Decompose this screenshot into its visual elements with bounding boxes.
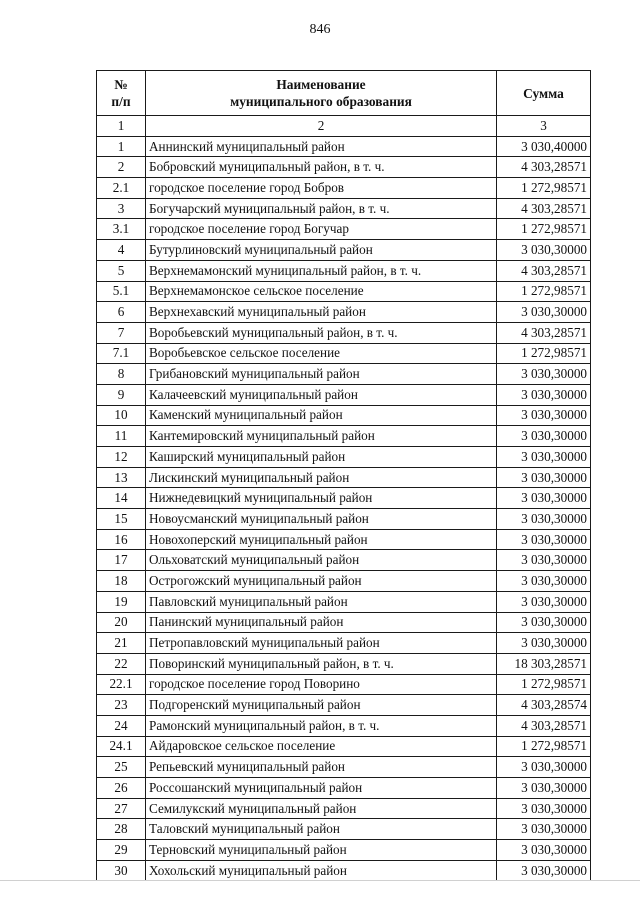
- row-amount: 1 272,98571: [497, 674, 591, 695]
- table-row: [97, 343, 591, 364]
- row-municipality-name: Поворинский муниципальный район, в т. ч.: [146, 653, 497, 674]
- row-number: 24: [97, 715, 146, 736]
- table-row: [97, 571, 591, 592]
- row-amount: 4 303,28571: [497, 322, 591, 343]
- row-municipality-name: Бутурлиновский муниципальный район: [146, 240, 497, 261]
- row-number: 24.1: [97, 736, 146, 757]
- row-amount: 3 030,30000: [497, 467, 591, 488]
- table-row: [97, 157, 591, 178]
- row-amount: 3 030,30000: [497, 612, 591, 633]
- header-sum: Сумма: [497, 71, 591, 116]
- table-row: [97, 364, 591, 385]
- row-municipality-name: Каширский муниципальный район: [146, 447, 497, 468]
- row-number: 7.1: [97, 343, 146, 364]
- row-number: 21: [97, 633, 146, 654]
- table-row: [97, 840, 591, 861]
- row-number: 1: [97, 136, 146, 157]
- row-amount: 1 272,98571: [497, 736, 591, 757]
- table-row: [97, 653, 591, 674]
- column-index-row: [97, 116, 591, 137]
- row-municipality-name: Россошанский муниципальный район: [146, 778, 497, 799]
- row-number: 9: [97, 384, 146, 405]
- row-amount: 3 030,30000: [497, 529, 591, 550]
- table-row: [97, 509, 591, 530]
- header-row: [97, 71, 591, 116]
- row-municipality-name: Верхнемамонский муниципальный район, в т. ч.: [146, 260, 497, 281]
- header-name: [146, 71, 497, 116]
- table-row: [97, 136, 591, 157]
- table-row: [97, 322, 591, 343]
- table-row: [97, 695, 591, 716]
- row-amount: 3 030,30000: [497, 447, 591, 468]
- row-amount: 3 030,30000: [497, 819, 591, 840]
- row-number: 6: [97, 302, 146, 323]
- row-number: 3.1: [97, 219, 146, 240]
- row-amount: 3 030,30000: [497, 384, 591, 405]
- row-amount: 3 030,30000: [497, 757, 591, 778]
- row-number: 28: [97, 819, 146, 840]
- row-number: 13: [97, 467, 146, 488]
- row-number: 16: [97, 529, 146, 550]
- row-amount: 3 030,30000: [497, 240, 591, 261]
- table-row: [97, 860, 591, 881]
- row-number: 20: [97, 612, 146, 633]
- row-municipality-name: Каменский муниципальный район: [146, 405, 497, 426]
- row-municipality-name: Острогожский муниципальный район: [146, 571, 497, 592]
- row-number: 12: [97, 447, 146, 468]
- row-amount: 3 030,30000: [497, 633, 591, 654]
- table-row: [97, 591, 591, 612]
- table-row: [97, 488, 591, 509]
- table-row: [97, 778, 591, 799]
- row-amount: 3 030,30000: [497, 364, 591, 385]
- row-municipality-name: городское поселение город Богучар: [146, 219, 497, 240]
- header-num-line1: №: [114, 77, 128, 92]
- row-amount: 3 030,30000: [497, 302, 591, 323]
- column-index-3: 3: [497, 116, 591, 137]
- row-amount: 3 030,30000: [497, 571, 591, 592]
- table-row: [97, 405, 591, 426]
- row-amount: 4 303,28574: [497, 695, 591, 716]
- row-municipality-name: Репьевский муниципальный район: [146, 757, 497, 778]
- row-number: 19: [97, 591, 146, 612]
- table-row: [97, 633, 591, 654]
- row-number: 22.1: [97, 674, 146, 695]
- row-amount: 4 303,28571: [497, 157, 591, 178]
- row-municipality-name: Грибановский муниципальный район: [146, 364, 497, 385]
- row-municipality-name: Рамонский муниципальный район, в т. ч.: [146, 715, 497, 736]
- row-municipality-name: Подгоренский муниципальный район: [146, 695, 497, 716]
- row-municipality-name: Хохольский муниципальный район: [146, 860, 497, 881]
- row-amount: 1 272,98571: [497, 178, 591, 199]
- page-number: 846: [309, 22, 331, 37]
- row-municipality-name: Лискинский муниципальный район: [146, 467, 497, 488]
- row-amount: 4 303,28571: [497, 260, 591, 281]
- row-number: 2.1: [97, 178, 146, 199]
- row-number: 10: [97, 405, 146, 426]
- row-municipality-name: Айдаровское сельское поселение: [146, 736, 497, 757]
- row-municipality-name: Богучарский муниципальный район, в т. ч.: [146, 198, 497, 219]
- row-number: 25: [97, 757, 146, 778]
- row-number: 14: [97, 488, 146, 509]
- row-amount: 3 030,30000: [497, 509, 591, 530]
- row-municipality-name: Панинский муниципальный район: [146, 612, 497, 633]
- row-municipality-name: Воробьевский муниципальный район, в т. ч.: [146, 322, 497, 343]
- row-number: 2: [97, 157, 146, 178]
- table-row: [97, 219, 591, 240]
- table-row: [97, 757, 591, 778]
- row-amount: 3 030,40000: [497, 136, 591, 157]
- budget-table: [96, 70, 591, 881]
- row-municipality-name: Семилукский муниципальный район: [146, 798, 497, 819]
- table-row: [97, 674, 591, 695]
- table-row: [97, 260, 591, 281]
- row-municipality-name: Новоусманский муниципальный район: [146, 509, 497, 530]
- table-row: [97, 798, 591, 819]
- row-number: 23: [97, 695, 146, 716]
- row-number: 30: [97, 860, 146, 881]
- row-number: 5.1: [97, 281, 146, 302]
- header-num: [97, 71, 146, 116]
- row-amount: 4 303,28571: [497, 198, 591, 219]
- row-amount: 18 303,28571: [497, 653, 591, 674]
- table-body: [97, 116, 591, 881]
- table-row: [97, 550, 591, 571]
- row-amount: 3 030,30000: [497, 798, 591, 819]
- row-municipality-name: городское поселение город Поворино: [146, 674, 497, 695]
- table-row: [97, 736, 591, 757]
- row-number: 26: [97, 778, 146, 799]
- table-row: [97, 529, 591, 550]
- row-amount: 3 030,30000: [497, 860, 591, 881]
- row-municipality-name: Аннинский муниципальный район: [146, 136, 497, 157]
- row-municipality-name: Нижнедевицкий муниципальный район: [146, 488, 497, 509]
- table-row: [97, 447, 591, 468]
- row-amount: 3 030,30000: [497, 840, 591, 861]
- row-amount: 3 030,30000: [497, 405, 591, 426]
- row-number: 8: [97, 364, 146, 385]
- row-amount: 1 272,98571: [497, 343, 591, 364]
- row-amount: 1 272,98571: [497, 219, 591, 240]
- table-row: [97, 178, 591, 199]
- table-row: [97, 240, 591, 261]
- row-municipality-name: Калачеевский муниципальный район: [146, 384, 497, 405]
- row-municipality-name: Павловский муниципальный район: [146, 591, 497, 612]
- row-municipality-name: Таловский муниципальный район: [146, 819, 497, 840]
- row-amount: 3 030,30000: [497, 550, 591, 571]
- row-municipality-name: Новохоперский муниципальный район: [146, 529, 497, 550]
- table-row: [97, 467, 591, 488]
- header-name-line1: Наименование: [276, 77, 366, 92]
- row-municipality-name: Верхнемамонское сельское поселение: [146, 281, 497, 302]
- column-index-2: 2: [146, 116, 497, 137]
- table-row: [97, 819, 591, 840]
- header-name-line2: муниципального образования: [230, 94, 412, 109]
- row-municipality-name: Петропавловский муниципальный район: [146, 633, 497, 654]
- table-row: [97, 384, 591, 405]
- row-number: 3: [97, 198, 146, 219]
- row-municipality-name: Воробьевское сельское поселение: [146, 343, 497, 364]
- row-municipality-name: Терновский муниципальный район: [146, 840, 497, 861]
- column-index-1: 1: [97, 116, 146, 137]
- row-number: 17: [97, 550, 146, 571]
- row-number: 29: [97, 840, 146, 861]
- table-row: [97, 612, 591, 633]
- table-row: [97, 302, 591, 323]
- row-number: 5: [97, 260, 146, 281]
- table-row: [97, 426, 591, 447]
- row-number: 22: [97, 653, 146, 674]
- row-amount: 3 030,30000: [497, 488, 591, 509]
- table-row: [97, 198, 591, 219]
- row-number: 18: [97, 571, 146, 592]
- row-number: 4: [97, 240, 146, 261]
- row-amount: 4 303,28571: [497, 715, 591, 736]
- row-municipality-name: Бобровский муниципальный район, в т. ч.: [146, 157, 497, 178]
- row-municipality-name: Кантемировский муниципальный район: [146, 426, 497, 447]
- footer-divider: [0, 880, 640, 881]
- row-number: 27: [97, 798, 146, 819]
- row-amount: 1 272,98571: [497, 281, 591, 302]
- row-amount: 3 030,30000: [497, 778, 591, 799]
- table-row: [97, 715, 591, 736]
- row-municipality-name: Верхнехавский муниципальный район: [146, 302, 497, 323]
- row-amount: 3 030,30000: [497, 591, 591, 612]
- header-num-line2: п/п: [111, 94, 131, 109]
- row-amount: 3 030,30000: [497, 426, 591, 447]
- row-number: 11: [97, 426, 146, 447]
- row-municipality-name: Ольховатский муниципальный район: [146, 550, 497, 571]
- table-row: [97, 281, 591, 302]
- row-municipality-name: городское поселение город Бобров: [146, 178, 497, 199]
- row-number: 15: [97, 509, 146, 530]
- row-number: 7: [97, 322, 146, 343]
